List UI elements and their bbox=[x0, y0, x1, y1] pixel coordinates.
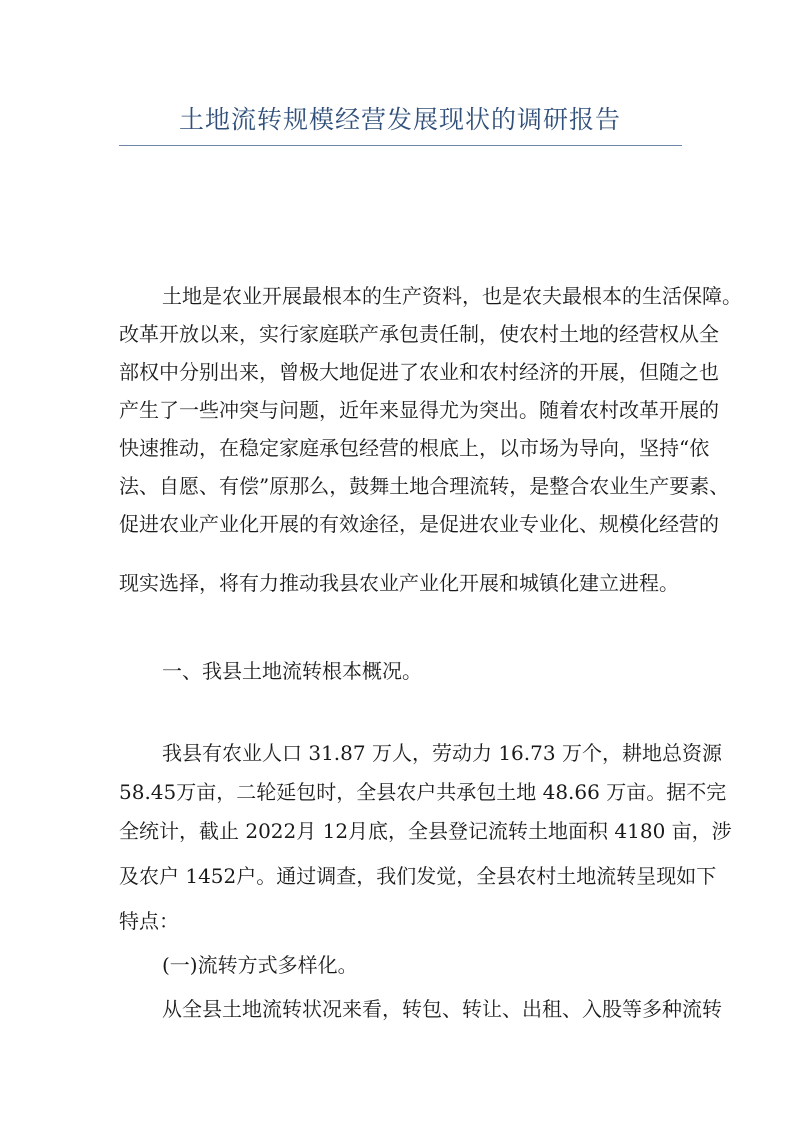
intro-line-5: 快速推动，在稳定家庭承包经营的根底上，以市场为导向，坚持“依 bbox=[119, 436, 710, 460]
section-1-line-1: 我县有农业人口 31.87 万人，劳动力 16.73 万个，耕地总资源 bbox=[162, 741, 722, 765]
subsection-1-heading: (一)流转方式多样化。 bbox=[162, 953, 358, 977]
intro-line-3: 部权中分别出来，曾极大地促进了农业和农村经济的开展，但随之也 bbox=[119, 360, 719, 384]
section-1-line-2: 58.45万亩，二轮延包时，全县农户共承包土地 48.66 万亩。据不完 bbox=[119, 780, 727, 804]
section-1-heading: 一、我县土地流转根本概况。 bbox=[162, 659, 422, 683]
intro-line-7: 促进农业产业化开展的有效途径，是促进农业专业化、规模化经营的 bbox=[119, 512, 719, 536]
intro-line-2: 改革开放以来，实行家庭联产承包责任制，使农村土地的经营权从全 bbox=[119, 322, 719, 346]
intro-line-6: 法、自愿、有偿”原那么，鼓舞土地合理流转，是整合农业生产要素、 bbox=[119, 474, 730, 498]
title-underline bbox=[119, 145, 682, 146]
section-1-line-4: 及农户 1452户。通过调查，我们发觉，全县农村土地流转呈现如下 bbox=[119, 864, 717, 888]
document-title: 土地流转规模经营发展现状的调研报告 bbox=[178, 105, 621, 134]
intro-line-8: 现实选择，将有力推动我县农业产业化开展和城镇化建立进程。 bbox=[119, 571, 679, 595]
intro-line-4: 产生了一些冲突与问题，近年来显得尤为突出。随着农村改革开展的 bbox=[119, 398, 719, 422]
intro-line-1: 土地是农业开展最根本的生产资料，也是农夫最根本的生活保障。 bbox=[162, 284, 742, 308]
section-1-line-3: 全统计，截止 2022月 12月底，全县登记流转土地面积 4180 亩，涉 bbox=[119, 819, 732, 843]
section-1-line-5: 特点： bbox=[119, 909, 179, 933]
subsection-1-line-1: 从全县土地流转状况来看，转包、转让、出租、入股等多种流转 bbox=[162, 997, 722, 1021]
